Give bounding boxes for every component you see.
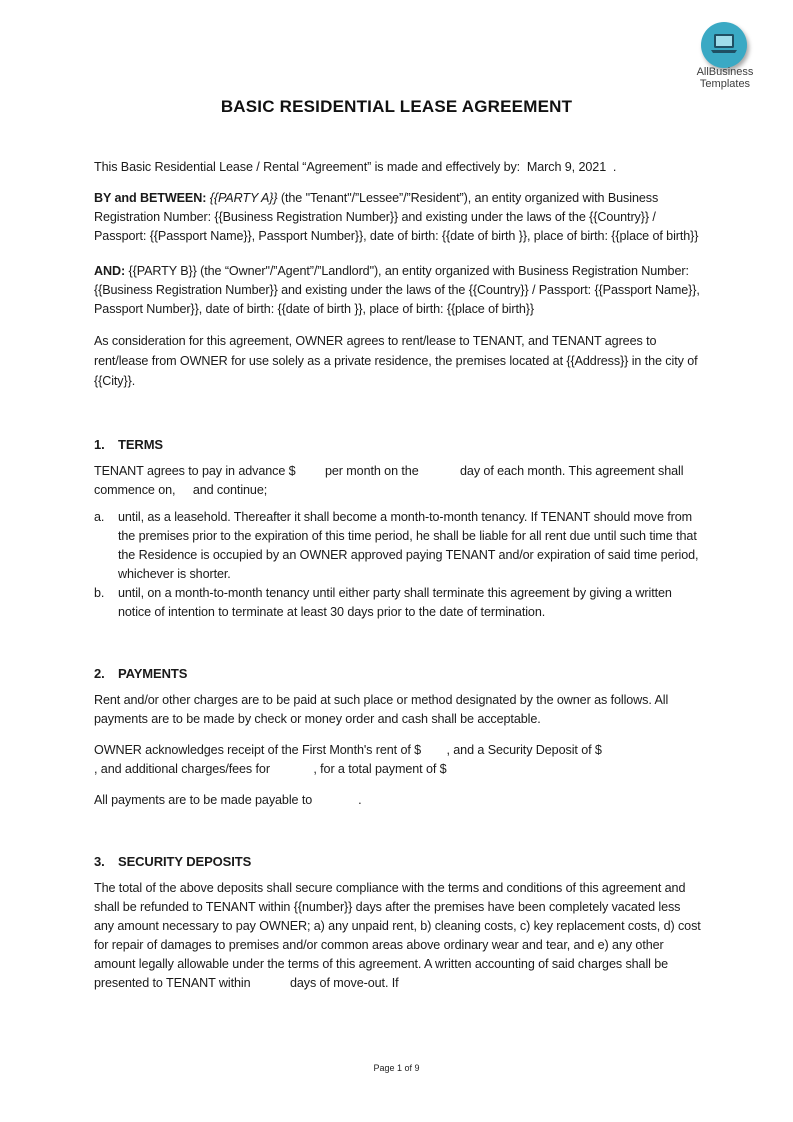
terms-text-d: and continue; — [192, 483, 268, 497]
section-heading-payments — [94, 664, 702, 683]
section-title: PAYMENTS — [118, 666, 188, 681]
section-title: TERMS — [118, 437, 164, 452]
security-text-b: days of move-out. If — [289, 976, 399, 990]
brand-logo — [684, 20, 774, 96]
section-heading-terms — [94, 435, 702, 454]
terms-paragraph — [94, 462, 702, 500]
list-text: until, on a month-to-month tenancy until either party shall terminate this agreement by giving a written notice of intention to terminate at least 30 days prior to the date of termination. — [118, 586, 672, 619]
party-b-text: {{PARTY B}} (the “Owner"/”Agent”/”Landlord"), an entity organized with Business Registration Number: {{Business Registration Number}} and existing under the laws of the {{Country}} / Passport: {{Passport Name}}, Passport Number}}, date of birth: {{date of birth }}, place of birth: {{place of birth}} — [94, 264, 700, 316]
logo-line-2: Templates — [699, 78, 751, 90]
party-a-paragraph — [94, 189, 702, 246]
document-body — [94, 158, 702, 993]
payments-text-a: OWNER acknowledges receipt of the First Month's rent of $ — [94, 743, 422, 757]
section-heading-security-deposits — [94, 852, 702, 871]
intro-text: This Basic Residential Lease / Rental “Agreement” is made and effectively by: — [94, 160, 521, 174]
logo-line-1: AllBusiness — [696, 66, 754, 78]
security-text-a: The total of the above deposits shall secure compliance with the terms and conditions of this agreement and shall be refunded to TENANT within {{number}} days after the premises have been completely vacated less any amount necessary to pay OWNER; a) any unpaid rent, b) cleaning costs, c) key replacement costs, d) cost for repair of damages to premises and/or common areas above ordinary wear and tear, and e) any other amount legally allowable under the terms of this agreement. A written accounting of said charges shall be presented to TENANT within — [94, 881, 701, 990]
party-a-text: (the "Tenant"/”Lessee”/”Resident”), an entity organized with Business Registration Number: {{Business Registration Number}} and existing under the laws of the {{Country}} / Passport: {{Passport Name}}, Passport Number}}, date of birth: {{date of birth }}, place of birth: {{place of birth}} — [94, 191, 699, 243]
terms-text-c: day of each month. This agreement shall commence on, — [94, 464, 684, 497]
security-paragraph — [94, 879, 702, 993]
payments-paragraph-1: Rent and/or other charges are to be paid at such place or method designated by the owner as follows. All payments are to be made by check or money order and cash shall be acceptable. — [94, 693, 669, 726]
terms-item-a — [94, 508, 702, 584]
payments-text-f: . — [358, 793, 362, 807]
terms-item-b — [94, 584, 702, 622]
list-label: b. — [94, 586, 105, 600]
page-number: Page 1 of 9 — [373, 1063, 420, 1073]
payments-paragraph-2 — [94, 741, 702, 779]
terms-text-b: per month on the — [324, 464, 419, 478]
document-title: BASIC RESIDENTIAL LEASE AGREEMENT — [220, 97, 573, 116]
logo-wordmark — [684, 66, 766, 90]
party-a-name: {{PARTY A}} — [209, 191, 278, 205]
list-label: a. — [94, 510, 105, 524]
payments-text-e: All payments are to be made payable to — [94, 793, 313, 807]
intro-end: . — [612, 160, 617, 174]
section-title: SECURITY DEPOSITS — [118, 854, 252, 869]
section-number: 3. — [94, 854, 105, 869]
payments-paragraph-3 — [94, 791, 702, 810]
party-b-paragraph — [94, 262, 702, 319]
intro-paragraph — [94, 158, 702, 177]
list-text: until, as a leasehold. Thereafter it shall become a month-to-month tenancy. If TENANT should move from the premises prior to the expiration of this time period, he shall be liable for all rent due until such time that the Residence is occupied by an OWNER approved paying TENANT and/or expiration of said time period, whichever is shorter. — [118, 510, 699, 581]
party-a-lead: BY and BETWEEN: — [94, 191, 207, 205]
section-number: 1. — [94, 437, 105, 452]
consideration-paragraph: As consideration for this agreement, OWNER agrees to rent/lease to TENANT, and TENANT agrees to rent/lease from OWNER for use solely as a private residence, the premises located at {{Address}} in the city of {{City}}. — [94, 334, 698, 388]
agreement-date: March 9, 2021 — [526, 160, 607, 174]
payments-text-d: , for a total payment of $ — [313, 762, 447, 776]
terms-text-a: TENANT agrees to pay in advance $ — [94, 464, 296, 478]
party-b-lead: AND: — [94, 264, 126, 278]
laptop-icon — [701, 22, 747, 68]
payments-text-b: , and a Security Deposit of $ — [446, 743, 602, 757]
payments-text-c: , and additional charges/fees for — [94, 762, 270, 776]
section-number: 2. — [94, 666, 105, 681]
